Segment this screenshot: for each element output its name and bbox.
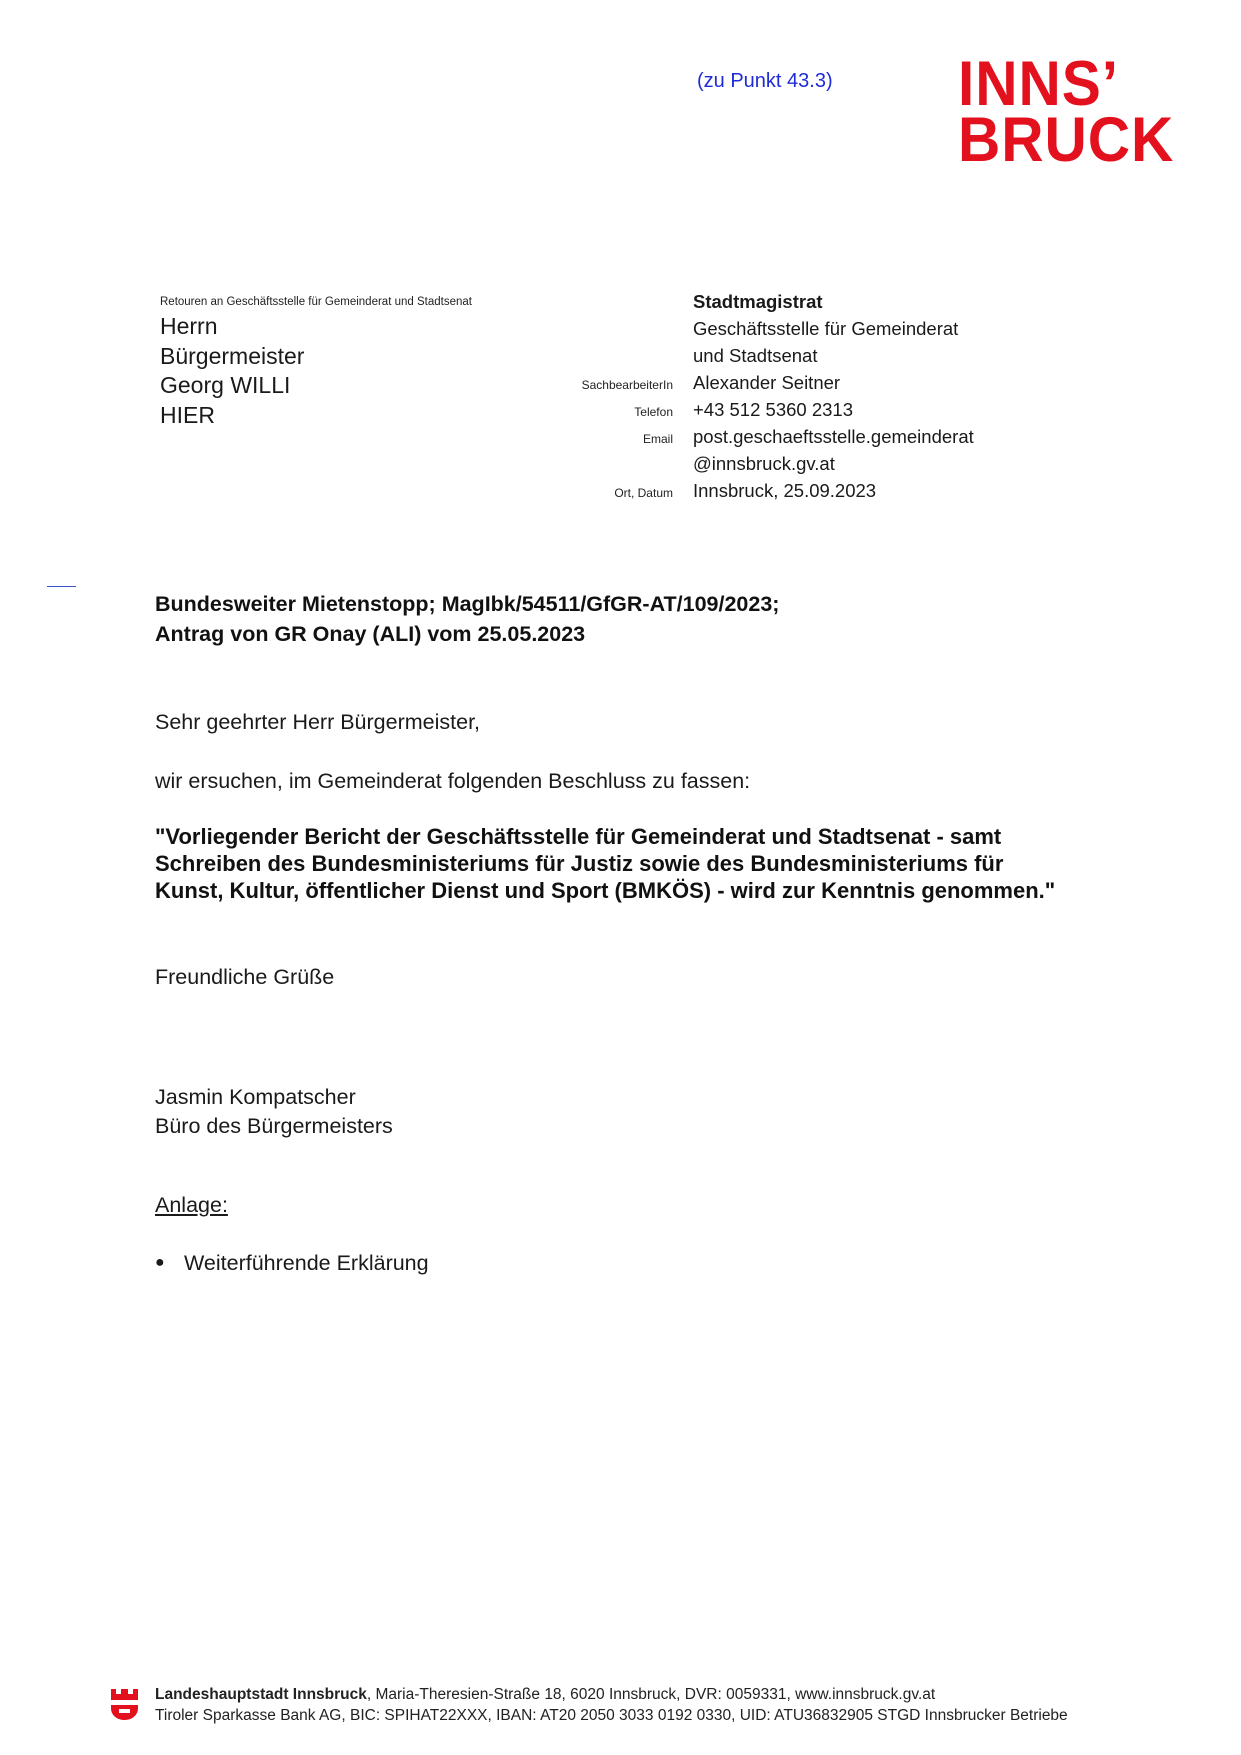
place-date: Innsbruck, 25.09.2023 [693, 480, 877, 501]
bullet-icon: ● [155, 1254, 165, 1271]
subject-line-1: Bundesweiter Mietenstopp; MagIbk/54511/GfGR-AT/109/2023; [155, 592, 780, 616]
phone-number: +43 512 5360 2313 [693, 399, 853, 420]
letter-subject [155, 589, 779, 649]
office-name: Stadtmagistrat [693, 291, 823, 312]
department-line-1: Geschäftsstelle für Gemeinderat [693, 318, 959, 339]
attachments-heading: Anlage: [155, 1193, 228, 1217]
attachments-list [155, 1251, 429, 1276]
address-line: HIER [160, 401, 215, 428]
department-line-2: und Stadtsenat [693, 345, 818, 366]
request-text: wir ersuchen, im Gemeinderat folgenden Beschluss zu fassen: [155, 769, 751, 793]
footer-address: , Maria-Theresien-Straße 18, 6020 Innsbruck, DVR: 0059331, www.innsbruck.gv.at [366, 1686, 936, 1703]
closing: Freundliche Grüße [155, 965, 335, 989]
resolution-text [155, 823, 1055, 904]
signature-block [155, 1083, 393, 1141]
email-label: Email [642, 432, 673, 446]
innsbruck-logo [958, 49, 1200, 176]
signer-name: Jasmin Kompatscher [155, 1085, 356, 1109]
address-line: Georg WILLI [160, 372, 291, 398]
footer-line-2: Tiroler Sparkasse Bank AG, BIC: SPIHAT22XXX, IBAN: AT20 2050 3033 0192 0330, UID: ATU36832905 STGD Innsbrucker Betriebe [155, 1707, 1068, 1724]
city-crest-icon [110, 1687, 139, 1721]
resolution-line-3: Kunst, Kultur, öffentlicher Dienst und Sport (BMKÖS) - wird zur Kenntnis genommen." [155, 878, 1056, 903]
subject-line-2: Antrag von GR Onay (ALI) vom 25.05.2023 [155, 622, 586, 646]
logo-line-1: INNS’ [958, 49, 1119, 119]
agenda-reference: (zu Punkt 43.3) [697, 70, 833, 92]
logo-line-2: BRUCK [958, 105, 1175, 175]
sender-info [693, 288, 974, 504]
list-item [155, 1251, 429, 1276]
recipient-address [160, 312, 304, 430]
footer-city: Landeshauptstadt Innsbruck [155, 1686, 367, 1703]
clerk-label: SachbearbeiterIn [581, 378, 673, 392]
margin-mark [47, 586, 76, 587]
email-line-2: @innsbruck.gv.at [693, 453, 835, 474]
clerk-name: Alexander Seitner [693, 372, 841, 393]
attachment-name: Weiterführende Erklärung [184, 1251, 429, 1275]
phone-label: Telefon [634, 405, 673, 419]
address-line: Herrn [160, 313, 218, 339]
resolution-line-1: "Vorliegender Bericht der Geschäftsstelle für Gemeinderat und Stadtsenat - samt [155, 824, 1002, 849]
email-line-1: post.geschaeftsstelle.gemeinderat [693, 426, 974, 447]
salutation: Sehr geehrter Herr Bürgermeister, [155, 710, 481, 734]
resolution-line-2: Schreiben des Bundesministeriums für Justiz sowie des Bundesministeriums für [155, 851, 1004, 876]
signer-office: Büro des Bürgermeisters [155, 1114, 393, 1138]
footer [155, 1684, 1068, 1726]
footer-line-1 [155, 1684, 1068, 1705]
returns-note: Retouren an Geschäftsstelle für Gemeinderat und Stadtsenat [160, 296, 472, 308]
date-label: Ort, Datum [614, 486, 673, 500]
address-line: Bürgermeister [160, 342, 305, 369]
